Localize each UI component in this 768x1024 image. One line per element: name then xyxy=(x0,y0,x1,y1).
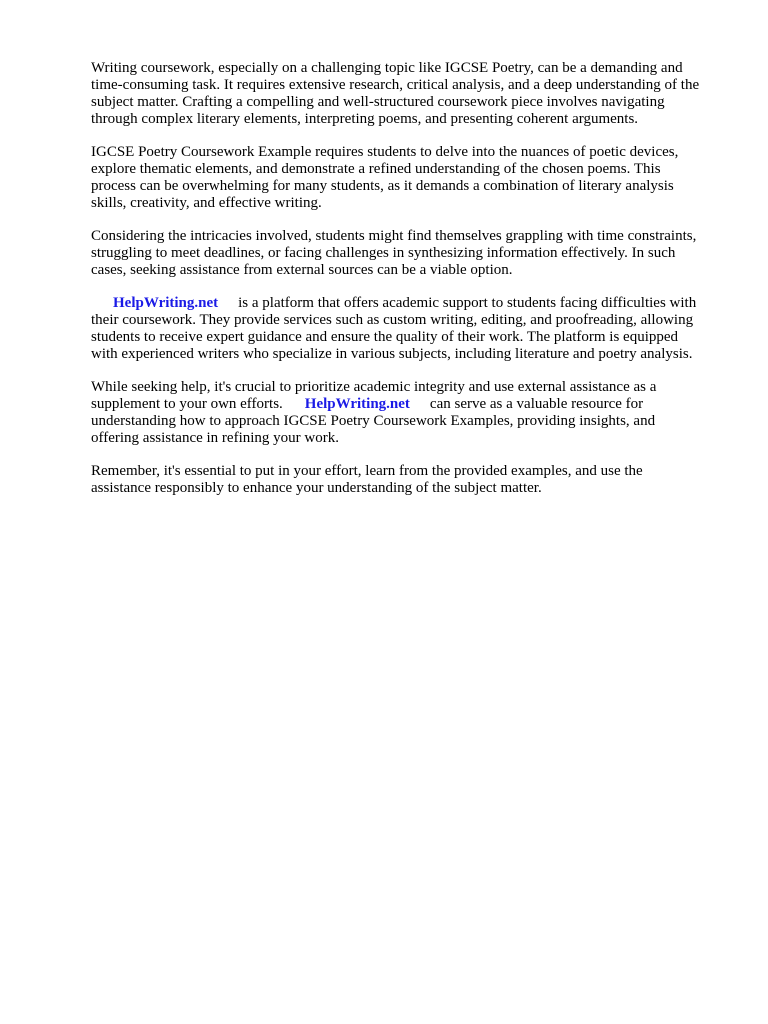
paragraph-platform-text: is a platform that offers academic support to students facing difficulties with their coursework. They provide services such as custom writing, editing, and proofreading, allowing students to receive expert guidance and ensure the quality of their work. The platform is equipped with experienced writers who specialize in various subjects, including literature and poetry analysis. xyxy=(91,295,697,362)
helpwriting-link-inline[interactable]: HelpWriting.net xyxy=(304,396,410,412)
paragraph-intro: Writing coursework, especially on a challenging topic like IGCSE Poetry, can be a demanding and time-consuming task. It requires extensive research, critical analysis, and a deep understanding of the subject matter. Crafting a compelling and well-structured coursework piece involves navigating through complex literary elements, interpreting poems, and presenting coherent arguments. xyxy=(91,60,700,127)
document-page xyxy=(91,60,731,513)
paragraph-integrity-after: can serve as a valuable resource for understanding how to approach IGCSE Poetry Coursework Examples, providing insights, and offering assistance in refining your work. xyxy=(91,396,656,446)
paragraph-requirements: IGCSE Poetry Coursework Example requires students to delve into the nuances of poetic devices, explore thematic elements, and demonstrate a refined understanding of the chosen poems. This process can be overwhelming for many students, as it demands a combination of literary analysis skills, creativity, and effective writing. xyxy=(91,144,679,211)
paragraph-integrity xyxy=(91,379,731,447)
paragraph-platform xyxy=(91,295,731,363)
paragraph-challenges: Considering the intricacies involved, students might find themselves grappling with time constraints, struggling to meet deadlines, or facing challenges in synthesizing information effectively. In such cases, seeking assistance from external sources can be a viable option. xyxy=(91,228,697,278)
paragraph-closing: Remember, it's essential to put in your effort, learn from the provided examples, and use the assistance responsibly to enhance your understanding of the subject matter. xyxy=(91,463,643,496)
helpwriting-link[interactable]: HelpWriting.net xyxy=(113,295,219,311)
paragraph-integrity-before: While seeking help, it's crucial to prioritize academic integrity and use external assistance as a supplement to your own efforts. xyxy=(91,379,657,412)
